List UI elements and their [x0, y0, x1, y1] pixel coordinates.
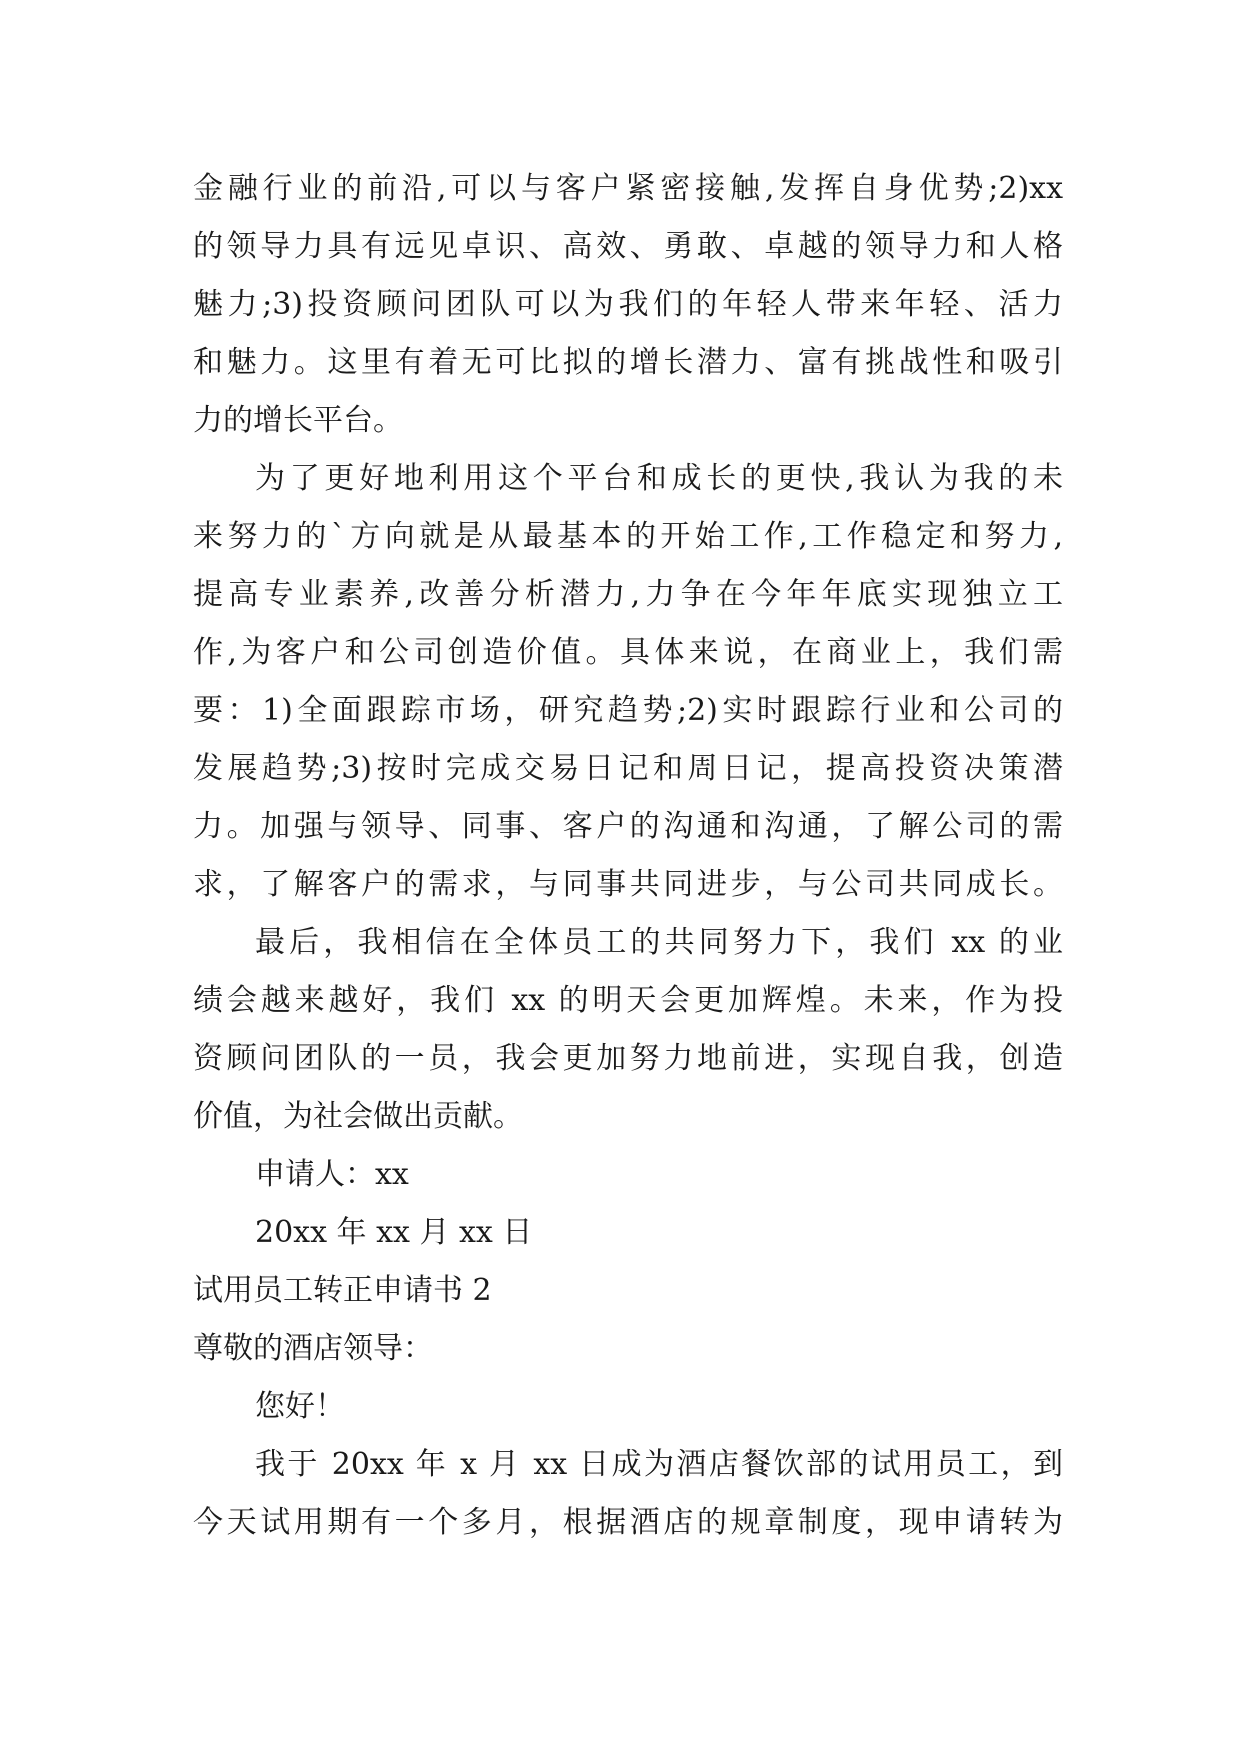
greeting: 您好！ — [255, 1389, 345, 1424]
salutation: 尊敬的酒店领导： — [193, 1331, 433, 1366]
text-line: 求，了解客户的需求，与同事共同进步，与公司共同成长。 — [193, 867, 1063, 902]
section-title: 试用员工转正申请书 2 — [193, 1273, 492, 1308]
text-line: 魅力;3)投资顾问团队可以为我们的年轻人带来年轻、活力 — [193, 287, 1063, 322]
text-line: 要：1)全面跟踪市场，研究趋势;2)实时跟踪行业和公司的 — [193, 693, 1063, 728]
text-line: 的领导力具有远见卓识、高效、勇敢、卓越的领导力和人格 — [193, 229, 1063, 264]
applicant-line: 申请人：xx — [255, 1157, 409, 1192]
text-line: 力。加强与领导、同事、客户的沟通和沟通，了解公司的需 — [193, 809, 1063, 844]
text-line: 作,为客户和公司创造价值。具体来说，在商业上，我们需 — [193, 635, 1063, 670]
text-line: 绩会越来越好，我们 xx 的明天会更加辉煌。未来，作为投 — [193, 983, 1063, 1018]
text-line: 和魅力。这里有着无可比拟的增长潜力、富有挑战性和吸引 — [193, 345, 1063, 380]
document-body — [193, 160, 1063, 1552]
text-line: 力的增长平台。 — [193, 403, 403, 438]
text-line: 今天试用期有一个多月，根据酒店的规章制度，现申请转为 — [193, 1505, 1063, 1540]
text-line: 提高专业素养,改善分析潜力,力争在今年年底实现独立工 — [193, 577, 1063, 612]
paragraph-start-line: 最后，我相信在全体员工的共同努力下，我们 xx 的业 — [255, 925, 1063, 960]
text-line: 价值，为社会做出贡献。 — [193, 1099, 523, 1134]
date-line: 20xx 年 xx 月 xx 日 — [255, 1215, 533, 1250]
text-line: 发展趋势;3)按时完成交易日记和周日记，提高投资决策潜 — [193, 751, 1063, 786]
paragraph-start-line: 为了更好地利用这个平台和成长的更快,我认为我的未 — [255, 461, 1063, 496]
text-line: 金融行业的前沿,可以与客户紧密接触,发挥自身优势;2)xx — [193, 171, 1063, 206]
text-line: 来努力的`方向就是从最基本的开始工作,工作稳定和努力, — [193, 519, 1063, 554]
text-line: 资顾问团队的一员，我会更加努力地前进，实现自我，创造 — [193, 1041, 1063, 1076]
paragraph-start-line: 我于 20xx 年 x 月 xx 日成为酒店餐饮部的试用员工，到 — [255, 1447, 1063, 1482]
